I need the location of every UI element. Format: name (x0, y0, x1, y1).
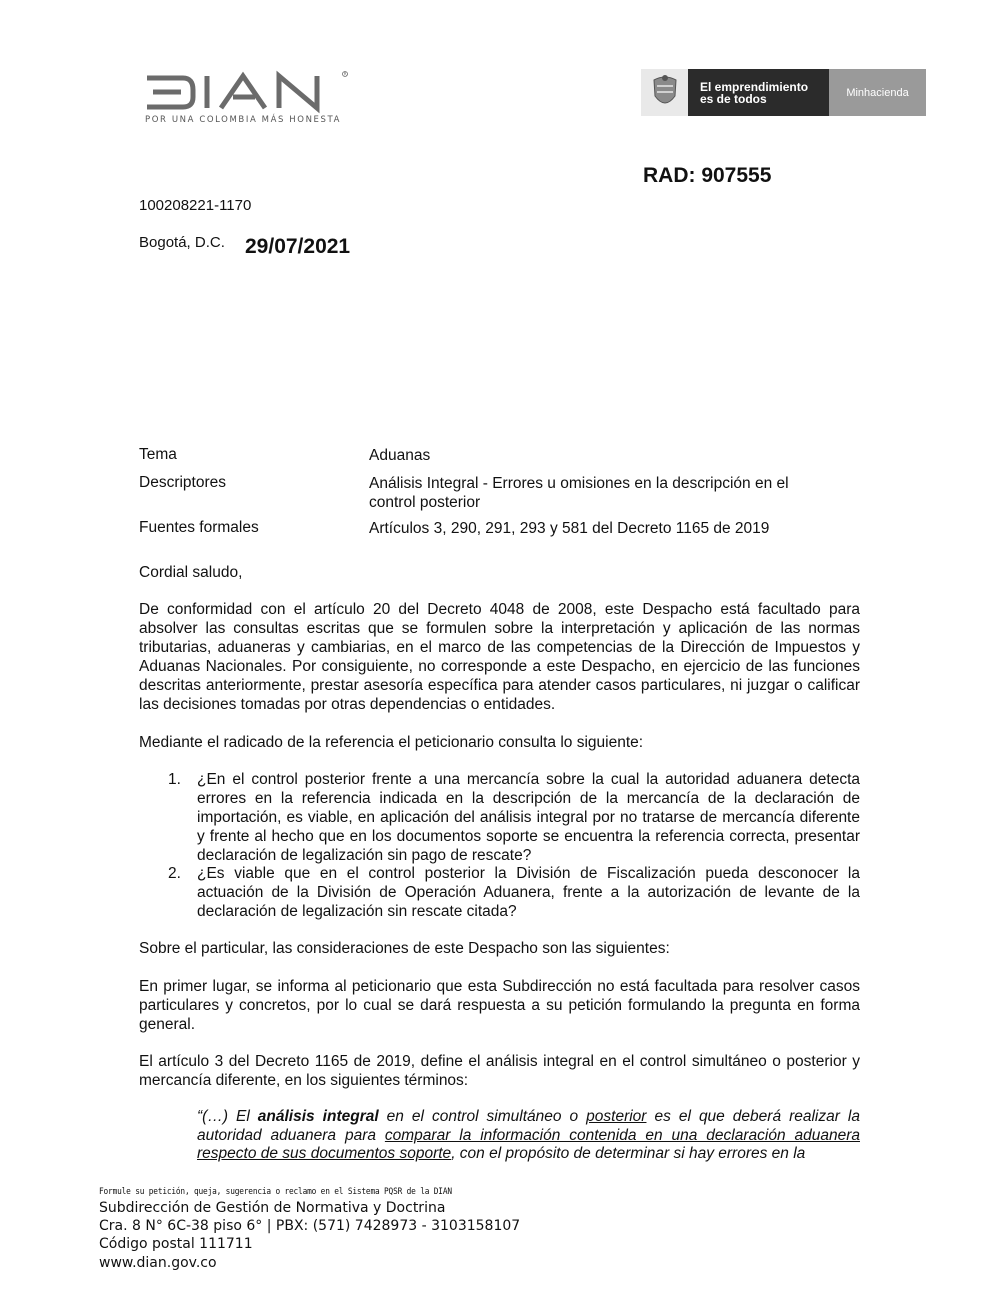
question-number-2: 2. (168, 865, 181, 882)
descriptores-value: Análisis Integral - Errores u omisiones en la descripción en el control posterior (369, 475, 789, 511)
gov-slogan-line1: El emprendimiento (700, 79, 809, 94)
gov-slogan (688, 69, 829, 116)
quote-part: en el control simultáneo o (378, 1108, 587, 1125)
legal-quote (197, 1108, 860, 1164)
paragraph-considerations: Sobre el particular, las consideraciones de este Despacho son las siguientes: (139, 940, 670, 957)
question-2: ¿Es viable que en el control posterior la División de Fiscalización pueda desconocer la actuación de la División de Operación Aduanera, frente a la autorización de levante de la declaración de legalización sin rescate citada? (197, 865, 860, 920)
tema-value: Aduanas (369, 447, 431, 464)
quote-part: es el que deberá realizar la autoridad aduanera para (197, 1108, 860, 1144)
footer-address: Cra. 8 N° 6C-38 piso 6° | PBX: (571) 7428973 - 3103158107 (99, 1218, 521, 1234)
quote-part: , con el propósito de determinar si hay errores en la (451, 1145, 806, 1162)
question-1: ¿En el control posterior frente a una mercancía sobre la cual la autoridad aduanera detecta errores en la referencia indicada en la descripción de la mercancía de la declaración de importación, es viable, en aplicación del análisis integral por no tratarse de mercancía diferente y frente al hecho que en los documentos soporte se encuentra la referencia correcta, presentar declaración de legalización sin pago de rescate? (197, 771, 860, 864)
document-date: 29/07/2021 (245, 235, 351, 258)
paragraph-competence: De conformidad con el artículo 20 del Decreto 4048 de 2008, este Despacho está facultado para absolver las consultas escritas que se formulen sobre la interpretación y aplicación de las normas tributarias, aduaneras y cambiarias, en el marco de las competencias de la Dirección de Impuestos y Aduanas Nacionales. Por consiguiente, no corresponde a este Despacho, en ejercicio de las funciones descritas anteriormente, prestar asesoría específica para atender casos particulares, ni juzgar o calificar las decisiones tomadas por otras dependencias o entidades. (139, 601, 860, 713)
quote-underline: posterior (586, 1108, 647, 1125)
reference-number: 100208221-1170 (139, 197, 252, 214)
gov-slogan-line2: es de todos (700, 91, 767, 106)
footer-office: Subdirección de Gestión de Normativa y Doctrina (99, 1200, 446, 1216)
quote-part: “(…) El (197, 1108, 258, 1125)
radicado-number: RAD: 907555 (643, 164, 772, 187)
footer-postal-code: Código postal 111711 (99, 1236, 253, 1252)
descriptores-label: Descriptores (139, 474, 226, 491)
dian-tagline: POR UNA COLOMBIA MÁS HONESTA (145, 115, 342, 125)
paragraph-consultation-intro: Mediante el radicado de la referencia el peticionario consulta lo siguiente: (139, 734, 644, 751)
fuentes-value: Artículos 3, 290, 291, 293 y 581 del Decreto 1165 de 2019 (369, 520, 770, 537)
government-banner (641, 69, 926, 116)
footer-website[interactable]: www.dian.gov.co (99, 1255, 217, 1271)
ministry-label: Minhacienda (829, 69, 926, 116)
tema-label: Tema (139, 446, 177, 463)
paragraph-first: En primer lugar, se informa al peticionario que esta Subdirección no está facultada para resolver casos particulares y concretos, por lo cual se dará respuesta a su petición formulando la pregunta en forma general. (139, 978, 860, 1033)
coat-of-arms-icon (641, 69, 688, 116)
greeting: Cordial saludo, (139, 564, 243, 581)
footer-pqsr-note: Formule su petición, queja, sugerencia o reclamo en el Sistema PQSR de la DIAN (99, 1187, 452, 1197)
quote-underline: comparar la información contenida en una declaración aduanera respecto de sus documentos soporte (197, 1126, 860, 1162)
svg-text:R: R (343, 71, 347, 77)
city-label: Bogotá, D.C. (139, 234, 225, 251)
paragraph-article-3: El artículo 3 del Decreto 1165 de 2019, define el análisis integral en el control simultáneo o posterior y mercancía diferente, en los siguientes términos: (139, 1053, 860, 1089)
quote-emphasis: análisis integral (257, 1108, 379, 1125)
question-number-1: 1. (168, 771, 181, 788)
fuentes-label: Fuentes formales (139, 519, 259, 536)
